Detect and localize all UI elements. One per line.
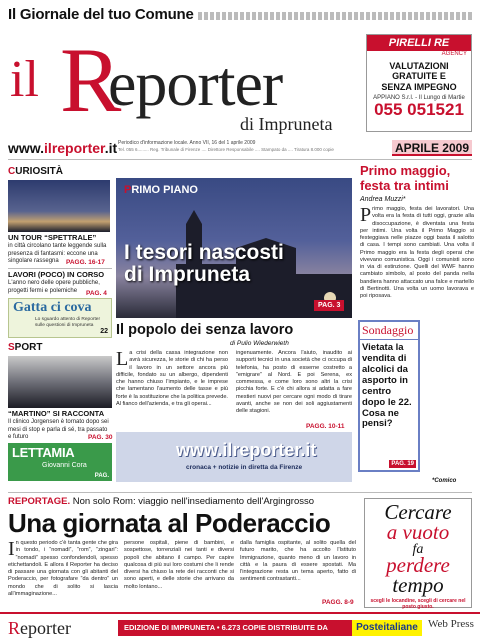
logo-r: R [8,618,21,638]
webpress-logo: Web Press [428,618,474,630]
lettamia-title: LETTAMIA [12,445,75,460]
blurb-title[interactable]: “MARTINO” SI RACCONTA [8,409,105,418]
poll-title: Sondaggio [360,322,418,340]
top-divider [198,12,472,20]
ad-brand-sub: AGENCY [441,51,467,57]
ad-word: tempo [392,573,444,598]
poll-question: Vietata la vendita di alcolici da asporto in centro dopo le 22. Cosa ne pensi? [362,342,412,430]
blurb-title[interactable]: LAVORI (POCO) IN CORSO [8,270,105,279]
issue-date: APRILE 2009 [392,140,472,156]
page-ref[interactable]: PAG. 4 [86,290,107,297]
section-rest: URIOSITÀ [15,166,64,177]
ad-word: Cercare [384,500,452,524]
gatta-title: Gatta ci cova [13,300,92,315]
column-signature: *Comico [432,478,457,484]
ad-pirelli[interactable] [366,34,472,132]
page-ref[interactable]: PAGG. 10-11 [306,423,345,430]
blurb-text: Il clinico Jorgensen è tornato dopo sei mesi di stop e parla di sé, tra passato e futuro [8,419,109,440]
ad-small: scegli le locandine, scegli di cercare nel posto giusto. [370,598,466,611]
drop-cap: P [360,206,372,226]
page-ref[interactable]: PAGG. 8-9 [322,599,354,606]
column-headline[interactable]: Primo maggio, festa tra intimi [360,163,451,193]
masthead-subtitle: di Impruneta [240,114,333,134]
gatta-box[interactable] [8,298,112,338]
ad-small: APPIANO S.r.l. - Il Lungo di Martie [373,95,465,102]
footer [0,612,480,640]
article-text: a crisi della cassa integrazione non avrà sicurezza, le storie di chi ha perso il lavoro in un settore ancora più difficile, fondato su un albergo, dipendenti che hanno chiuso l'impianto, e le imprese che lamentano l'aumento delle tasse e più forte è la sostituzione che la politica prevede. Al fianco dell'azienda, e tra gli operai... [116,350,228,407]
ad-line: GRATUITE E [392,71,446,82]
masthead-title: eporter [108,48,283,119]
reportage-text: n questo periodo c'è tanta gente che gira in tondo, i “nomadi”, “rom”, “zingari”: “nomadi” spesso confondendoli, spesso etichettandoli. E allora il Reporter ha deciso di passare una giornata con gli abitanti del Poderaccio, per fotografare “da dentro” un mondo che di solito si lascia all'immaginazione... [8,540,118,597]
banner-subtitle: cronaca + notizie in diretta da Firenze [186,464,303,471]
lettamia-sub: Giovanni Cora [42,462,87,469]
article-column [236,350,352,422]
site-banner[interactable] [116,432,352,482]
reportage-text: dalla famiglia ospitante, al solito quella del futuro marito, che ha accolto l'Istituto Immigrazione, quanto meno di un lavoro in città e la paura di essere spostati. Ma l'integrazione resta un tema aperto, fatto di sentimenti contrastanti... [240,540,356,583]
ad-word: fa [412,541,424,557]
reportage-column [124,540,234,608]
masthead-il: il [10,51,39,108]
section-curiosita [8,166,63,177]
url-name: ilreporter [44,140,105,156]
site-url[interactable] [8,140,117,156]
reportage-headline[interactable]: Una giornata al Poderaccio [8,508,331,538]
drop-cap: L [116,350,129,370]
top-title: Il Giornale del tuo Comune [8,6,194,23]
divider [8,159,472,160]
section-sport [8,342,42,353]
column-text [360,206,474,314]
url-prefix: www. [8,140,45,156]
article-byline: di Pulio Wiederwieth [230,340,289,347]
page-ref[interactable]: PAGG. 16-17 [66,259,105,266]
ad-line: SENZA IMPEGNO [381,81,457,92]
column-author: Andrea Muzzi* [360,196,406,203]
reportage-text: persone ospitali, piene di bambini, e sospettose, torrenziali nei tanti e diversi popoli che abitano il campo. Per capire qualcosa di più sui loro costumi che li rende diversi ha chiuso la rete dei racconti che si sono aperti, e delle storie che arrivano da molto lontano... [124,540,234,590]
hero-title[interactable]: I tesori nascosti di Impruneta [124,241,284,287]
info-line: Periodico d'informazione locale. Anno VII, 16 del 1 aprile 2009 [118,140,256,146]
drop-cap: I [8,540,15,560]
article-column [116,350,228,430]
ad-brand: PIRELLI RE [367,35,471,51]
masthead-r: R [60,29,122,131]
section-initial: P [124,184,132,196]
poste-logo: Posteitaliane [352,620,422,636]
page-ref: PAG. [94,473,109,479]
primo-piano-label [124,184,198,196]
image-thumb-sport[interactable] [8,356,112,408]
info-line: Tel. 055 6......... Reg. Tribunale di Firenze .... Direttore Responsabile .... Stampato da .... Tiratura 8.000 copie [118,147,334,152]
footer-band: EDIZIONE DI IMPRUNETA • 6.273 COPIE DISTRIBUITE DA [118,620,352,636]
url-suffix: .it [104,140,118,156]
page-ref: PAG. 19 [391,461,414,467]
blurb-text: in città circolano tante leggende sulla presenza di fantasmi: eccone una singolare rassegna [8,243,107,264]
ad-word: a vuoto [386,519,450,544]
reportage-column [240,540,356,598]
kicker-text: Non solo Rom: viaggio nell'insediamento dell'Argingrosso [72,496,315,507]
ad-phone: 055 051521 [374,100,464,120]
poll-box[interactable] [358,320,420,472]
ad-locandine[interactable] [364,498,472,611]
kicker-label: REPORTAGE. [8,496,71,507]
logo-rest: eporter [20,618,71,638]
ad-line: VALUTAZIONI [389,61,449,71]
top-strip [8,6,472,28]
section-initial: C [8,166,16,177]
footer-logo[interactable] [8,618,71,639]
article-title[interactable]: Il popolo dei senza lavoro [116,322,294,338]
header-bar [8,140,472,158]
divider [8,492,472,493]
column-body: rimo maggio, festa dei lavoratori. Una volta era la festa di tutti oggi, grazie alla disoccupazione, è diventata una festa per intimi. Una volta il Primo Maggio si festeggiava nelle piazze oggi basta il salotto di casa. I tempi sono cambiati. Una volta il Primo maggio era la festa degli operai che vivevano comunistica. Oggi i comunisti sono in via di estinzione. Quelli del WWF hanno cambiato simbolo, al posto del panda nella bandiera hanno attaccato una falce e martello di Bertinotti. Una volta un uomo lavorava e poi riposava. [360,206,474,300]
lettamia-box[interactable] [8,443,112,481]
page-ref[interactable]: PAG. 30 [88,434,113,441]
page-ref[interactable]: PAG. 3 [314,300,344,311]
blurb-text: L'anno nero delle opere pubbliche, progetti fermi e polemiche [8,280,100,294]
divider [8,268,112,269]
reportage-column [8,540,118,608]
reportage-kicker [8,496,314,507]
ad-word: perdere [386,553,450,578]
blurb-title[interactable]: UN TOUR “SPETTRALE” [8,233,97,242]
section-rest: PORT [14,342,43,353]
page-ref: 22 [100,328,108,335]
banner-url: www.ilreporter.it [176,440,317,460]
section-initial: S [8,342,15,353]
article-text: ingenuamente. Ancora l'aiuto, inaudito ai supporti tecnici in una società che ci occupa di telefonia, ha posto di esserne costretto a “emigrare” al Nord. E poi Serena, ex commessa, e come loro sono altri la crisi picchia forte. E c'è chi allora si adatta a fare mestieri nuovi per cercare ogni modo di tirare avanti, anche se non dei soli aggiustamenti delle stagioni. [236,350,352,415]
image-thumb-tour[interactable] [8,180,110,232]
section-rest: RIMO PIANO [131,184,198,196]
gatta-text: Lo sguardo attento di Reporter sulle questioni di Impruneta [35,317,101,328]
